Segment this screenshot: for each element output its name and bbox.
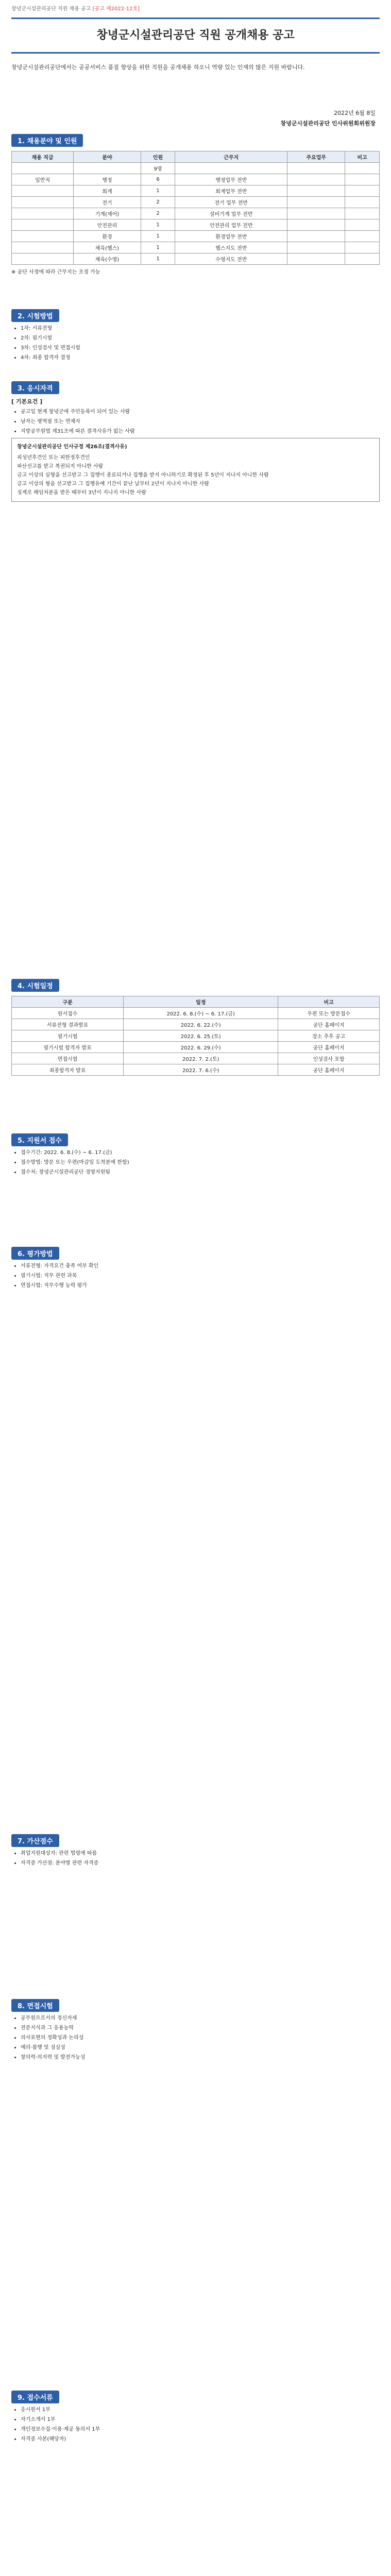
list-item: 파산선고를 받고 복권되지 아니한 사람 (17, 464, 104, 469)
table-row: 9명 (12, 163, 380, 174)
disqualification-box: 창녕군시설관리공단 인사규정 제26조(결격사유) 피성년후견인 또는 피한정후견인 파산선고를 받고 복권되지 아니한 사람 금고 이상의 실형을 선고받고 그 집행이 종료되거나 집행을 받지 아니하기로 확정된 후 5년이 지나지 아니한 사람 금고 이상의 형을 선고받고 그 집행유예 기간이 끝난 날부터 2년이 지나지 아니한 사람 징계로 해임처분을 받은 때부터 3년이 지나지 아니한 사람 (11, 438, 380, 502)
list-item: • 4차: 최종 합격자 결정 (21, 353, 380, 362)
section-evaluation: 6. 평가방법 • 서류전형: 자격요건 충족 여부 확인 • 필기시험: 직무 관련 과목 • 면접시험: 직무수행 능력 평가 (11, 1247, 380, 1292)
list-item: • 공고일 현재 창녕군에 주민등록이 되어 있는 사람 (21, 408, 380, 416)
table-row: 회계 1 회계업무 전반 (12, 185, 380, 197)
section-title: 9. 접수서류 (11, 2391, 59, 2403)
table-row: 서류전형 결과발표 2022. 6. 22.(수) 공단 홈페이지 (12, 1019, 380, 1030)
table-row: 안전관리 1 안전관리 업무 전반 (12, 219, 380, 231)
list-item: 피성년후견인 또는 피한정후견인 (17, 455, 90, 461)
table-row: 필기시험 합격자 발표 2022. 6. 29.(수) 공단 홈페이지 (12, 1042, 380, 1053)
intro-text: 창녕군시설관리공단에서는 공공서비스 품질 향상을 위한 직원을 공개채용 하오니 역량 있는 인재의 많은 지원 바랍니다. (11, 64, 305, 71)
table-row: 체육(수영) 1 수영지도 전반 (12, 253, 380, 265)
section-title: 2. 시험방법 (11, 309, 59, 322)
list-item: • 남자는 병역필 또는 면제자 (21, 417, 380, 426)
section-title: 3. 응시자격 (11, 381, 59, 394)
table-row: 필기시험 2022. 6. 25.(토) 장소 추후 공고 (12, 1030, 380, 1042)
section-interview: 8. 면접시험 • 공무원으로서의 정신자세 • 전문지식과 그 응용능력 • 의사표현의 정확성과 논리성 • 예의·품행 및 성실성 • 창의력·의지력 및 발전가능성 (11, 1999, 380, 2064)
section-title: 4. 시험일정 (11, 979, 59, 992)
section-title: 5. 지원서 접수 (11, 1133, 68, 1146)
list-item: • 2차: 필기시험 (21, 334, 380, 343)
recruitment-note: ※ 공단 사정에 따라 근무지는 조정 가능 (11, 269, 100, 275)
list-item: 금고 이상의 형을 선고받고 그 집행유예 기간이 끝난 날부터 2년이 지나지 아니한 사람 (17, 481, 209, 487)
list-item: • 3차: 인성검사 및 면접시험 (21, 344, 380, 352)
table-row: 일반직 행정 6 행정업무 전반 (12, 174, 380, 185)
table-row: 최종합격자 발표 2022. 7. 6.(수) 공단 홈페이지 (12, 1064, 380, 1076)
page-title: 창녕군시설관리공단 직원 공개채용 공고 (96, 29, 295, 42)
list-item: • 지방공무원법 제31조에 따른 결격사유가 없는 사람 (21, 427, 380, 436)
schedule-table: 구분 일정 비고 원서접수 2022. 6. 8.(수) ~ 6. 17.(금) 우편 또는 방문접수 서류전형 결과발표 2022. 6. 22.(수) 공단 홈페이지 필기시험 2022. 6. 25.(토) 장소 추후 공고 필기시험 합격자 발표 2022. 6. 29.(수) 공단 홈페이지 면접시험 2022. 7. 2.(토) 인성검사 포함 최종합격자 발표 2022. 7. 6.(수) 공단 홈페이지 (11, 996, 380, 1076)
table-row: 체육(헬스) 1 헬스지도 전반 (12, 242, 380, 253)
section-documents: 9. 접수서류 • 응시원서 1부 • 자기소개서 1부 • 개인정보수집·이용·제공 동의서 1부 • 자격증 사본(해당자) (11, 2391, 380, 2446)
table-row: 기계(제어) 2 설비기계 업무 전반 (12, 208, 380, 219)
section-recruitment (11, 134, 380, 277)
list-item: 징계로 해임처분을 받은 때부터 3년이 지나지 아니한 사람 (17, 490, 146, 496)
top-note: 창녕군시설관리공단 직원 채용 공고 [공고 제2022-12호] (11, 6, 140, 12)
section-application: 5. 지원서 접수 • 접수기간: 2022. 6. 8.(수) ~ 6. 17.(금) • 접수방법: 방문 또는 우편(마감일 도착분에 한함) • 접수처: 창녕군시설관리공단 경영지원팀 (11, 1133, 380, 1179)
section-title: 8. 면접시험 (11, 1999, 59, 2012)
table-row: 전기 2 전기 업무 전반 (12, 197, 380, 208)
list-item: • 1차: 서류전형 (21, 324, 380, 333)
qualification-subtitle: [ 기본요건 ] (11, 398, 43, 405)
section-exam-method (11, 309, 380, 364)
section-title: 1. 채용분야 및 인원 (11, 134, 83, 147)
recruitment-table: 채용 직급 분야 인원 근무지 주요업무 비고 9명 일반직 행정 6 행정업무 전반 회계 1 회계업무 전반 전기 2 전기 업무 전반 기계(제어) 2 설비기계 업무 전반 안전관리 1 안전관리 업무 전반 환경 1 환경업무 전반 체육(헬스) 1 헬스지도 전반 체육(수영) 1 수영지도 전반 (11, 151, 380, 265)
section-title: 6. 평가방법 (11, 1247, 59, 1260)
section-schedule (11, 979, 380, 1076)
table-row: 원서접수 2022. 6. 8.(수) ~ 6. 17.(금) 우편 또는 방문접수 (12, 1008, 380, 1019)
header-banner (11, 18, 380, 54)
table-row: 면접시험 2022. 7. 2.(토) 인성검사 포함 (12, 1053, 380, 1064)
section-qualifications (11, 381, 380, 502)
date-block: 2022년 6월 8일 창녕군시설관리공단 인사위원회위원장 (280, 110, 376, 127)
table-row: 환경 1 환경업무 전반 (12, 231, 380, 242)
section-title: 7. 가산점수 (11, 1834, 59, 1847)
section-bonus: 7. 가산점수 • 취업지원대상자: 관련 법령에 따름 • 자격증 가산점: 분야별 관련 자격증 (11, 1834, 380, 1870)
list-item: 금고 이상의 실형을 선고받고 그 집행이 종료되거나 집행을 받지 아니하기로 확정된 후 5년이 지나지 아니한 사람 (17, 472, 269, 478)
